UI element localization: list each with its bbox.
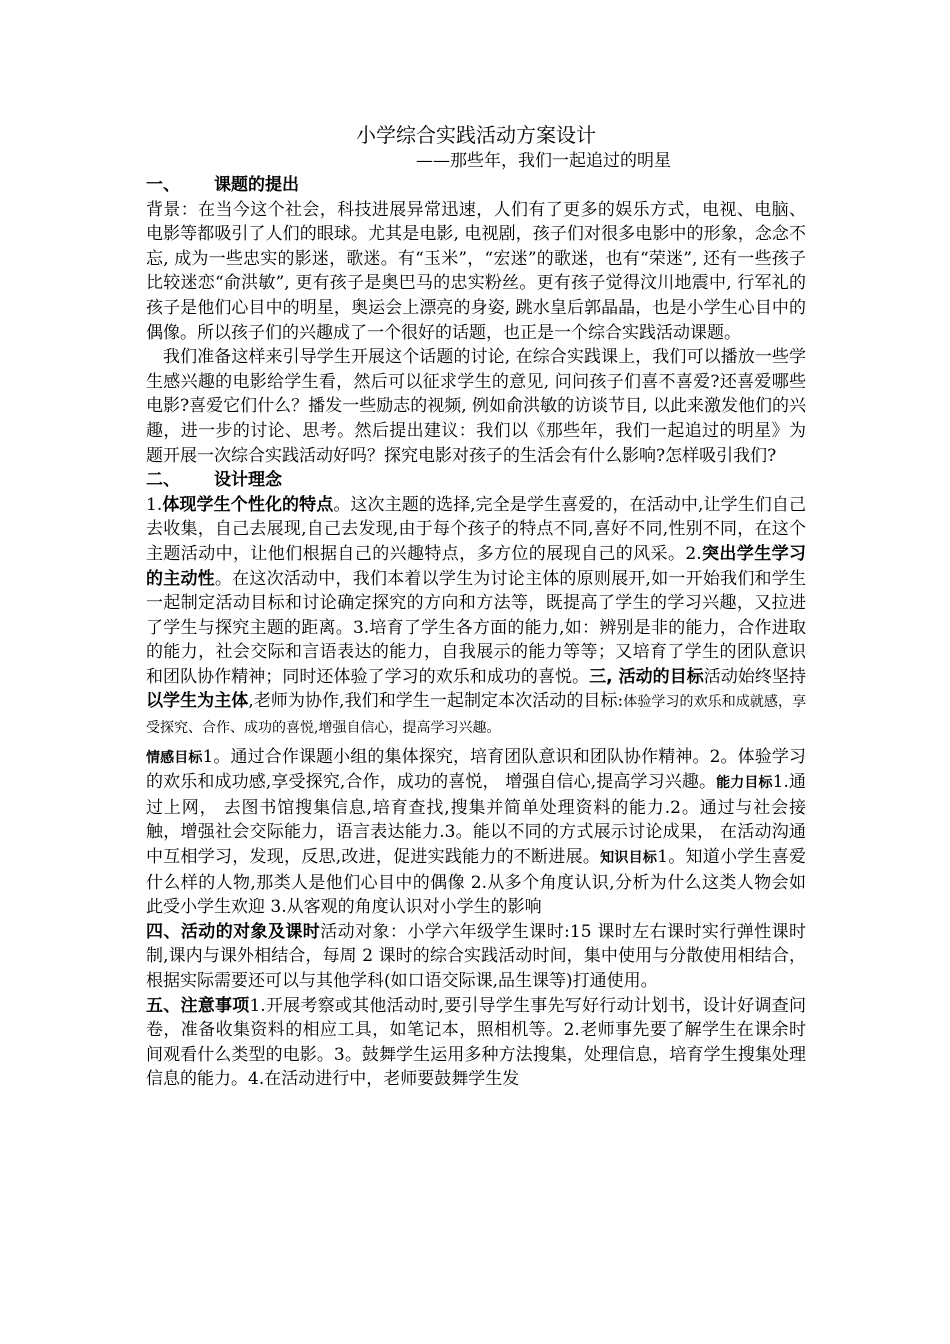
goals-paragraph: 情感目标1。通过合作课题小组的集体探究，培育团队意识和团队协作精神。2。体验学习的欢乐和成功感,享受探究,合作，成功的喜悦， 增强自信心,提高学习兴趣。能力目标1.通过上网， 去图书馆搜集信息,培育查找,搜集并简单处理资料的能力.2。通过与社会接触，增强社会交际能力，语言表达能力.3。能以不同的方式展示讨论成果， 在活动沟通中互相学习，发现，反思,改进，促进实践能力的不断进展。知识目标1。知道小学生喜爱什么样的人物,那类人是他们心目中的偶像 2.从多个角度认识,分析为什么这类人物会如此受小学生欢迎 3.从客观的角度认识对小学生的影响 <box>146 746 807 918</box>
section-5-paragraph: 五、注意事项1.开展考察或其他活动时,要引导学生事先写好行动计划书，设计好调查问卷，准备收集资料的相应工具，如笔记本，照相机等。2.老师事先要了解学生在课余时间观看什么类型的电影。3。鼓舞学生运用多种方法搜集，处理信息，培育学生搜集处理信息的能力。4.在活动进行中，老师要鼓舞学生发 <box>146 995 807 1090</box>
section-1-paragraph-1: 背景：在当今这个社会，科技进展异常迅速，人们有了更多的娱乐方式，电视、电脑、电影等都吸引了人们的眼球。尤其是电影, 电视剧，孩子们对很多电影中的形象，念念不忘, 成为一些忠实的影迷，歌迷。有“玉米”，“宏迷”的歌迷，也有“荣迷”, 还有一些孩子比较迷恋“俞洪敏”, 更有孩子是奥巴马的忠实粉丝。更有孩子觉得汶川地震中, 行军礼的孩子是他们心目中的明星，奥运会上漂亮的身姿, 跳水皇后郭晶晶，也是小学生心目中的偶像。所以孩子们的兴趣成了一个很好的话题，也正是一个综合实践活动课题。 <box>146 199 806 343</box>
document-subtitle: ——那些年，我们一起追过的明星 <box>416 151 671 171</box>
section-1-paragraph-2: 我们准备这样来引导学生开展这个话题的讨论, 在综合实践课上，我们可以播放一些学生感兴趣的电影给学生看，然后可以征求学生的意见, 问问孩子们喜不喜爱?还喜爱哪些电影?喜爱它们什么？播发一些励志的视频, 例如俞洪敏的访谈节目, 以此来激发他们的兴趣，进一步的讨论、思考。然后提出建议：我们以《那些年，我们一起追过的明星》为题开展一次综合实践活动好吗？探究电影对孩子的生活会有什么影响?怎样吸引我们? <box>146 347 806 466</box>
section-1-heading: 一、 课题的提出 <box>146 175 299 195</box>
section-4-heading: 四、活动的对象及课时 <box>146 921 321 942</box>
section-2-paragraph: 1.体现学生个性化的特点。这次主题的选择,完全是学生喜爱的，在活动中,让学生们自己去收集，自己去展现,自己去发现,由于每个孩子的特点不同,喜好不同,性别不同，在这个主题活动中，让他们根据自己的兴趣特点，多方位的展现自己的风采。2.突出学生学习的主动性。在这次活动中，我们本着以学生为讨论主体的原则展开,如一开始我们和学生一起制定活动目标和讨论确定探究的方向和方法等，既提高了学生的学习兴趣，又拉进了学生与探究主题的距离。3.培育了学生各方面的能力,如：辨别是非的能力，合作进取的能力，社会交际和言语表达的能力，自我展示的能力等等；又培育了学生的团队意识和团队协作精神；同时还体验了学习的欢乐和成功的喜悦。三, 活动的目标活动始终坚持以学生为主体,老师为协作,我们和学生一起制定本次活动的目标:体验学习的欢乐和成就感，享受探究、合作、成功的喜悦,增强自信心，提高学习兴趣。 <box>146 494 807 737</box>
section-2-heading: 二、 设计理念 <box>146 470 282 491</box>
section-5-heading: 五、注意事项 <box>146 995 250 1016</box>
document-body <box>146 173 806 1092</box>
section-4-paragraph: 四、活动的对象及课时活动对象：小学六年级学生课时:15 课时左右课时实行弹性课时制,课内与课外相结合，每周 2 课时的综合实践活动时间，集中使用与分散使用相结合，根据实际需要还可以与其他学科(如口语交际课,品生课等)打通使用。 <box>146 921 806 991</box>
document-title: 小学综合实践活动方案设计 <box>356 123 596 147</box>
